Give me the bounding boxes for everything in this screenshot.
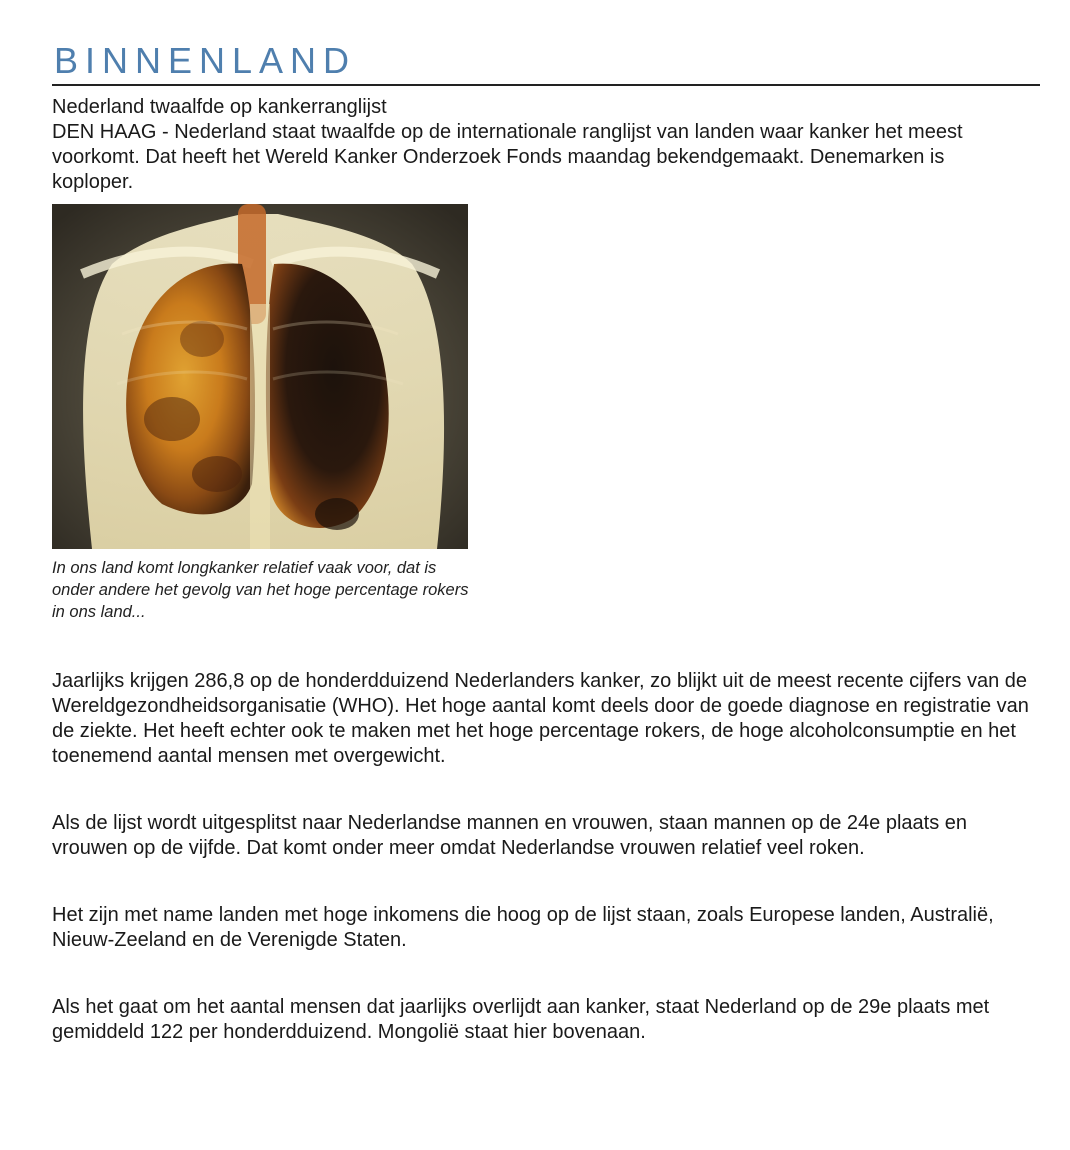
article-paragraph: Als de lijst wordt uitgesplitst naar Nederlandse mannen en vrouwen, staan mannen op de 24e plaats en vrouwen op de vijfde. Dat komt onder meer omdat Nederlandse vrouwen relatief veel roken. <box>52 812 968 859</box>
article-headline: Nederland twaalfde op kankerranglijst <box>52 96 387 118</box>
section-divider <box>52 84 1040 86</box>
section-title: BINNENLAND <box>54 40 357 81</box>
article-paragraph: Als het gaat om het aantal mensen dat jaarlijks overlijdt aan kanker, staat Nederland op de 29e plaats met gemiddeld 122 per honderdduizend. Mongolië staat hier bovenaan. <box>52 996 990 1043</box>
article-paragraph: Het zijn met name landen met hoge inkomens die hoog op de lijst staan, zoals Europese landen, Australië, Nieuw-Zeeland en de Verenigde Staten. <box>52 904 994 951</box>
chest-xray-image <box>52 204 468 549</box>
article-page <box>52 38 1042 1045</box>
article-lead: DEN HAAG - Nederland staat twaalfde op de internationale ranglijst van landen waar kanker het meest voorkomt. Dat heeft het Wereld Kanker Onderzoek Fonds maandag bekendgemaakt. Denemarken is koploper. <box>52 121 963 193</box>
image-caption: In ons land komt longkanker relatief vaak voor, dat is onder andere het gevolg van het hoge percentage rokers in ons land... <box>52 559 469 621</box>
article-paragraph: Jaarlijks krijgen 286,8 op de honderdduizend Nederlanders kanker, zo blijkt uit de meest recente cijfers van de Wereldgezondheidsorganisatie (WHO). Het hoge aantal komt deels door de goede diagnose en registratie van de ziekte. Het heeft echter ook te maken met het hoge percentage rokers, de hoge alcoholconsumptie en het toenemend aantal mensen met overgewicht. <box>52 670 1029 767</box>
